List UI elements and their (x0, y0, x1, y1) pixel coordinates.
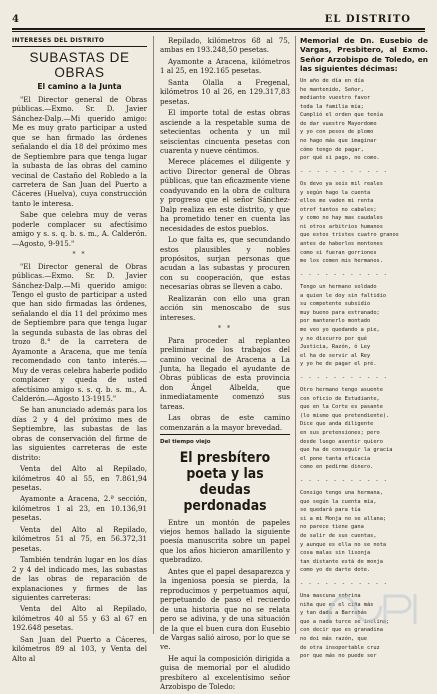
verse-line: y yo he de pagar el pré. (300, 361, 377, 368)
verse-line: su competente subsidio (300, 301, 371, 308)
separator-stars: * * (218, 325, 232, 333)
poem-stanza-1 (300, 77, 428, 162)
article-headline: El presbítero poeta y las deudas perdonadas (179, 449, 271, 514)
page-header (12, 14, 425, 28)
verse-line: toda la familia mía; (300, 103, 364, 110)
verse-line: como yo de darte dote. (300, 567, 371, 574)
stanza-separator: - - - - - - - - - - - (300, 580, 388, 587)
verse-line: antes de haberlos montones (300, 241, 383, 248)
verse-line: que estos tristes cuatro granos (300, 232, 399, 239)
stanza-separator: - - - - - - - - - - - (300, 271, 388, 278)
newspaper-title: EL DISTRITO (324, 14, 411, 25)
paragraph: Sabe que celebra muy de veras poderle complacer su afectísimo amigo y s. s. q. b. s. m., A. Calderón.—Agosto, 9-915." (12, 210, 147, 248)
poem (300, 77, 428, 660)
verse-line: el ha de servir al Rey (300, 352, 371, 359)
verse-line: mediante vuestro favor (300, 95, 371, 102)
verse-line: no parece tiene gana (300, 524, 364, 531)
verse-line: con oficio de Estudiante, (300, 395, 380, 402)
verse-line: el pone tanta eficacia (300, 455, 371, 462)
article-kicker: Del tiempo viejo (160, 439, 211, 446)
verse-line: me los comen mis hermanos. (300, 258, 383, 265)
verse-line: como si fueran gorriones (300, 249, 377, 256)
verse-line: tan distante está de monja (300, 558, 383, 565)
section-title: SUBASTAS DE OBRAS (29, 50, 130, 81)
poem-stanza-3 (300, 283, 428, 368)
paragraph: El importe total de estas obras asciende a la respetable suma de setecientas ochenta y un mil seiscientas cincuenta pesetas con cuarenta y nueve céntimos. (160, 108, 290, 155)
verse-line: de salir de sus cuentas, (300, 532, 377, 539)
page-number: 4 (12, 14, 19, 25)
paragraph: Venta del Alto al Repilado, kilómetros 40 al 55, en 7.861,94 pesetas. (12, 464, 147, 493)
section-kicker: INTERESES DEL DISTRITO (12, 37, 105, 44)
verse-line: Tengo un hermano soldado (300, 284, 377, 291)
verse-line: Os devo ya seis mil reales (300, 181, 383, 188)
paragraph: Ayamonte a Aracena, 2.ª sección, kilómetros 1 al 23, en 10.136,91 pesetas. (12, 494, 147, 523)
verse-line: no hago más que imaginar (300, 138, 377, 145)
verse-line: Una mascuna sobrina (300, 593, 361, 600)
verse-line: Dice que anda diligente (300, 421, 374, 428)
verse-line: en sus pretensiones; pero (300, 429, 380, 436)
verse-line: por qué si pago, no como. (300, 155, 380, 162)
verse-line: a quien le doy sin faltidio (300, 292, 387, 299)
verse-line: si a mi Monja no se allana; (300, 515, 387, 522)
paragraph: Repilado, kilómetros 68 al 75, ambas en 193.248,50 pesetas. (160, 36, 290, 55)
verse-line: Justicia, Razón, ó Ley (300, 344, 371, 351)
verse-line: Consigo tengo una hermana, (300, 490, 383, 497)
verse-line: Cumplió el orden que tenía (300, 112, 383, 119)
column-3 (300, 36, 428, 666)
poem-stanza-2 (300, 180, 428, 265)
paragraph: "El Director general de Obras públicas.—Exmo. Sr. D. Javier Sánchez-Dalp.—Mi querido amigo: Me es muy grato participar a usted que se han firmado las órdenes señalando el día 18 del próximo mes de Septiembre para que tenga lugar la subasta de las obras del camino vecinal de Castaño del Robledo a la carretera de San Juan del Puerto a Cáceres (Huelva), cuya construcción tanto le interesa. (12, 94, 147, 208)
paragraph: Merece plácemes el diligente y activo Director general de Obras públicas, que tan eficazmente viene coadyuvando en la obra de cultura y progreso que el señor Sánchez-Dalp realiza en este distrito, y que ha prometido tener en cuenta las necesidades de estos pueblos. (160, 157, 290, 233)
verse-line: me veo yo quedando a pie, (300, 326, 380, 333)
library-watermark-icon (321, 580, 431, 634)
verse-line: y según hago la cuenta (300, 189, 371, 196)
memorial-heading: Memorial de Dn. Eusebio de Vargas, Presbitero, al Exmo. Señor Arzobispo de Toledo, en las siguientes décimas: (300, 36, 428, 73)
separator-stars: * * (72, 251, 87, 259)
verse-line: muy bueno para estranado; (300, 309, 380, 316)
stanza-separator: - - - - - - - - - - - (300, 374, 388, 381)
article-subtitle: El camino a la Junta (37, 82, 122, 92)
paragraph: Ayamonte a Aracena, kilómetros 1 al 25, en 192.165 pesetas. (160, 56, 290, 76)
verse-line: que según la cuenta mía, (300, 498, 377, 505)
paragraph: Lo que falta es, que secundando estos plausibles y nobles propósitos, surjan personas que acudan a las subastas y procuren con su cooperación, que estas necesarias obras se lleven a cabo. (160, 235, 290, 292)
paragraph: Venta del Alto al Repilado, kilómetros 40 al 55 y 63 al 67 en 192.648 pesetas. (12, 604, 147, 633)
verse-line: otrof tantos no cabales; (300, 206, 377, 213)
verse-line: (lo mismo que pretendiente). (300, 412, 390, 419)
verse-line: se quedará para tía (300, 507, 361, 514)
header-rule-thin (12, 31, 425, 32)
article-rule (160, 434, 290, 435)
paragraph: Se han anunciado además para los días 2 y 4 del próximo mes de Septiembre, las subastas de las obras de conservación del firme de las siguientes carreteras de este distrito: (12, 405, 147, 462)
verse-line: cosa malas sin lisonja (300, 550, 371, 557)
poem-stanza-5 (300, 489, 428, 574)
stanza-separator: - - - - - - - - - - - (300, 477, 388, 484)
paragraph: Antes que el papel desaparezca y la ingeniosa poesía se pierda, la reproducimos y perpetuamos aquí, perpetuando de paso el recuerdo de una historia que no se relata pero se adivina, y de una situación de la que el buen cura don Eusebio de Vargas salió airoso, por lo que se ve. (160, 566, 290, 652)
paragraph: Realizarán con ello una gran acción sin menoscabo de sus intereses. (160, 293, 290, 322)
verse-line: Otro hermano tengo asuente (300, 387, 383, 394)
verse-line: que en la Corte es pasante (300, 404, 383, 411)
paragraph: Las obras de este camino comenzarán a la mayor brevedad. (160, 413, 290, 432)
verse-line: y yo con pesos de plomo (300, 129, 374, 136)
verse-line: y aunque es ella no se nota (300, 541, 387, 548)
verse-line: ellos me vaden mi renta (300, 198, 374, 205)
verse-line: y no discurro por qué (300, 335, 367, 342)
verse-line: no doi más razón, que (300, 636, 367, 642)
paragraph: He aquí la composición dirigida a guisa de memorial por el aludido presbítero al excelentísimo señor Arzobispo de Toledo: (160, 653, 290, 692)
paragraph: San Juan del Puerto a Cáceres, kilómetros 89 al 103, y Venta del Alto al (12, 634, 147, 663)
verse-line: por que más no puede ser (300, 653, 377, 660)
verse-line: y tan dada a Barrabás (300, 610, 367, 617)
verse-line: de otra insoportable cruz (300, 644, 380, 651)
column-1 (12, 36, 147, 665)
verse-line: que ha de conseguir la gracia (300, 447, 393, 454)
verse-line: y como no hay mas caudales (300, 215, 383, 222)
column-separator-2 (295, 36, 296, 634)
verse-line: desde luego asentir quiero (300, 438, 383, 445)
paragraph: También tendrán lugar en los días 2 y 4 del indicado mes, las subastas de las obras de reparación de explanaciones y firmes de las siguientes carreteras: (12, 555, 147, 603)
verse-line: Un año de día en día (300, 78, 364, 85)
kicker-rule (12, 46, 147, 47)
column-2 (160, 36, 290, 694)
header-rule (12, 28, 425, 30)
verse-line: que a nada turce se inclina; (300, 618, 390, 625)
verse-line: cómo tengo de pagar, (300, 146, 364, 153)
verse-line: he mantenido, Señor, (300, 86, 364, 93)
paragraph: Para proceder al replanteo preliminar de los trabajos del camino vecinal de Aracena a La Junta, ha llegado el ayudante de Obras públicas de esta provincia don Ángel Albelda, que inmediatamente comenzó sus tareas. (160, 335, 290, 411)
verse-line: ni otros arbitrios humanos (300, 223, 383, 230)
paragraph: Santa Olalla a Fregenal, kilómetros 10 al 26, en 129.317,83 pesetas. (160, 77, 290, 106)
paragraph: Entre un montón de papeles viejos hemos hallado la siguiente poesía manuscrita sobre un papel que los años hicieron amarillento y quebradizo. (160, 517, 290, 565)
verse-line: con decir que es granadina (300, 627, 383, 634)
verse-line: por mantenerlo montado (300, 318, 371, 325)
verse-line: niña que es el ciña más (300, 601, 374, 608)
paragraph: Venta del Alto al Repilado, kilómetros 51 al 75, en 56.372,31 pesetas. (12, 524, 147, 553)
verse-line: de dar vuestro Mayordomo (300, 120, 377, 127)
verse-line: como en pedirme dinero. (300, 464, 374, 471)
poem-stanza-4 (300, 386, 428, 471)
column-separator-1 (153, 36, 154, 634)
stanza-separator: - - - - - - - - - - - (300, 168, 388, 175)
paragraph: "El Director general de Obras públicas.—Exmo. Sr. D. Javier Sánchez-Dalp.—Mi querido amigo: Tengo el gusto de participar a usted que han sido firmadas las órdenes, señalando el día 11 del próximo mes de Septiembre para que tenga lugar la segunda subasta de las obras del trozo 8.° de la carretera de Ayamonte a Aracena, que me tenía recomendado con tanto interés.—Muy de veras celebra haberle podido complacer y queda de usted afectísimo amigo s. s. q. b. s. m., A. Calderón.—Agosto 13-1915." (12, 261, 147, 403)
